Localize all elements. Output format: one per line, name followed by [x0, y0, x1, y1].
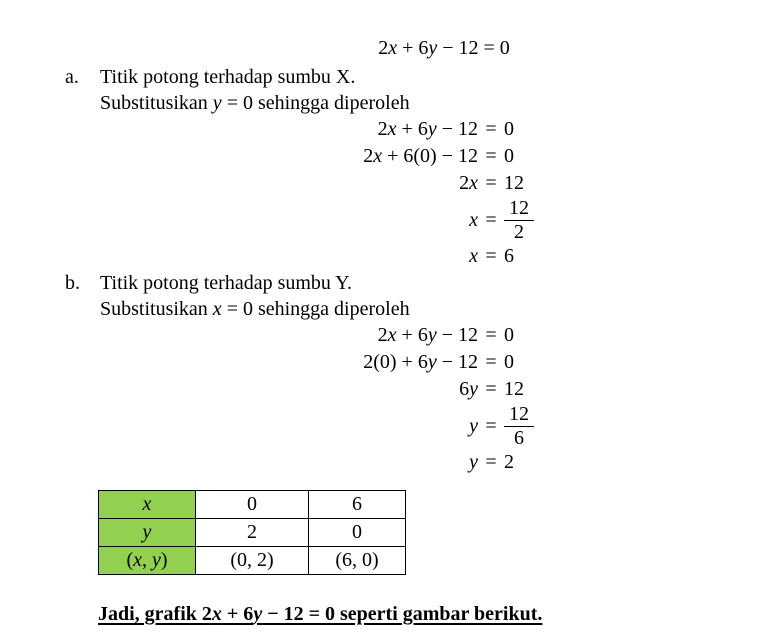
value-cell: (6, 0) — [309, 547, 406, 575]
equals-sign: = — [485, 378, 497, 400]
equation-rhs: 12 — [504, 378, 524, 400]
equation-row — [100, 376, 760, 403]
equation-rhs: 0 — [504, 118, 514, 140]
equation-lhs: 2x — [459, 172, 478, 194]
equation-rhs: 0 — [504, 324, 514, 346]
section-a-title: Titik potong terhadap sumbu X. — [100, 66, 356, 88]
equals-sign: = — [485, 172, 497, 194]
equation-lhs: 6y — [459, 378, 478, 400]
section-a-marker: a. — [65, 66, 79, 88]
table-row-xy — [99, 547, 406, 575]
values-table — [98, 490, 406, 575]
equation-lhs: 2x + 6y − 12 — [377, 118, 478, 140]
equation-lhs: 2(0) + 6y − 12 — [363, 351, 478, 373]
section-b-text — [100, 270, 760, 322]
equation-row — [100, 349, 760, 376]
equation-row — [100, 116, 760, 143]
conclusion-text: Jadi, grafik 2x + 6y − 12 = 0 seperti gambar berikut. — [98, 603, 543, 625]
equation-lhs: y — [469, 451, 478, 473]
equals-sign: = — [485, 351, 497, 373]
fraction-numerator: 12 — [504, 404, 534, 427]
section-b-title: Titik potong terhadap sumbu Y. — [100, 272, 353, 294]
equation-lhs: y — [469, 414, 478, 437]
equals-sign: = — [485, 245, 497, 267]
value-cell: 6 — [309, 491, 406, 519]
equation-row-fraction — [100, 403, 760, 449]
equals-sign: = — [485, 145, 497, 167]
fraction-denominator: 2 — [514, 220, 524, 243]
section-a-head — [65, 64, 760, 116]
table-row-y — [99, 519, 406, 547]
equation-rhs: 0 — [504, 351, 514, 373]
equals-sign: = — [485, 451, 497, 473]
equals-sign: = — [485, 118, 497, 140]
equals-sign: = — [485, 324, 497, 346]
equation-rhs: 0 — [504, 145, 514, 167]
equation-row — [100, 243, 760, 270]
section-b-equations — [100, 322, 760, 476]
equation-row-fraction — [100, 197, 760, 243]
value-cell: 0 — [196, 491, 309, 519]
section-a-equations — [100, 116, 760, 270]
intro-equation: 2x + 6y − 12 = 0 — [378, 37, 510, 59]
row-header-x: x — [99, 491, 196, 519]
fraction-numerator: 12 — [504, 198, 534, 221]
row-header-xy: (x, y) — [99, 547, 196, 575]
equation-lhs: 2x + 6(0) − 12 — [363, 145, 478, 167]
equation-lhs: x — [469, 208, 478, 231]
section-b-marker: b. — [65, 272, 80, 294]
equation-row — [100, 449, 760, 476]
equation-row — [100, 322, 760, 349]
table-row-x — [99, 491, 406, 519]
section-a-text — [100, 64, 760, 116]
value-cell: (0, 2) — [196, 547, 309, 575]
equation-rhs: 2 — [504, 451, 514, 473]
equation-row — [100, 143, 760, 170]
equation-row — [100, 170, 760, 197]
equation-lhs: x — [469, 245, 478, 267]
section-b-subtitle: Substitusikan x = 0 sehingga diperoleh — [100, 298, 410, 320]
equals-sign: = — [485, 414, 497, 437]
fraction-denominator: 6 — [514, 426, 524, 449]
fraction — [504, 198, 534, 243]
equation-rhs: 12 — [504, 172, 524, 194]
equation-lhs: 2x + 6y − 12 — [377, 324, 478, 346]
equals-sign: = — [485, 208, 497, 231]
equation-rhs: 6 — [504, 245, 514, 267]
fraction — [504, 404, 534, 449]
row-header-y: y — [99, 519, 196, 547]
section-a-subtitle: Substitusikan y = 0 sehingga diperoleh — [100, 92, 410, 114]
equation-rhs — [504, 404, 760, 449]
value-cell: 0 — [309, 519, 406, 547]
section-b-head — [65, 270, 760, 322]
equation-rhs — [504, 198, 760, 243]
value-cell: 2 — [196, 519, 309, 547]
